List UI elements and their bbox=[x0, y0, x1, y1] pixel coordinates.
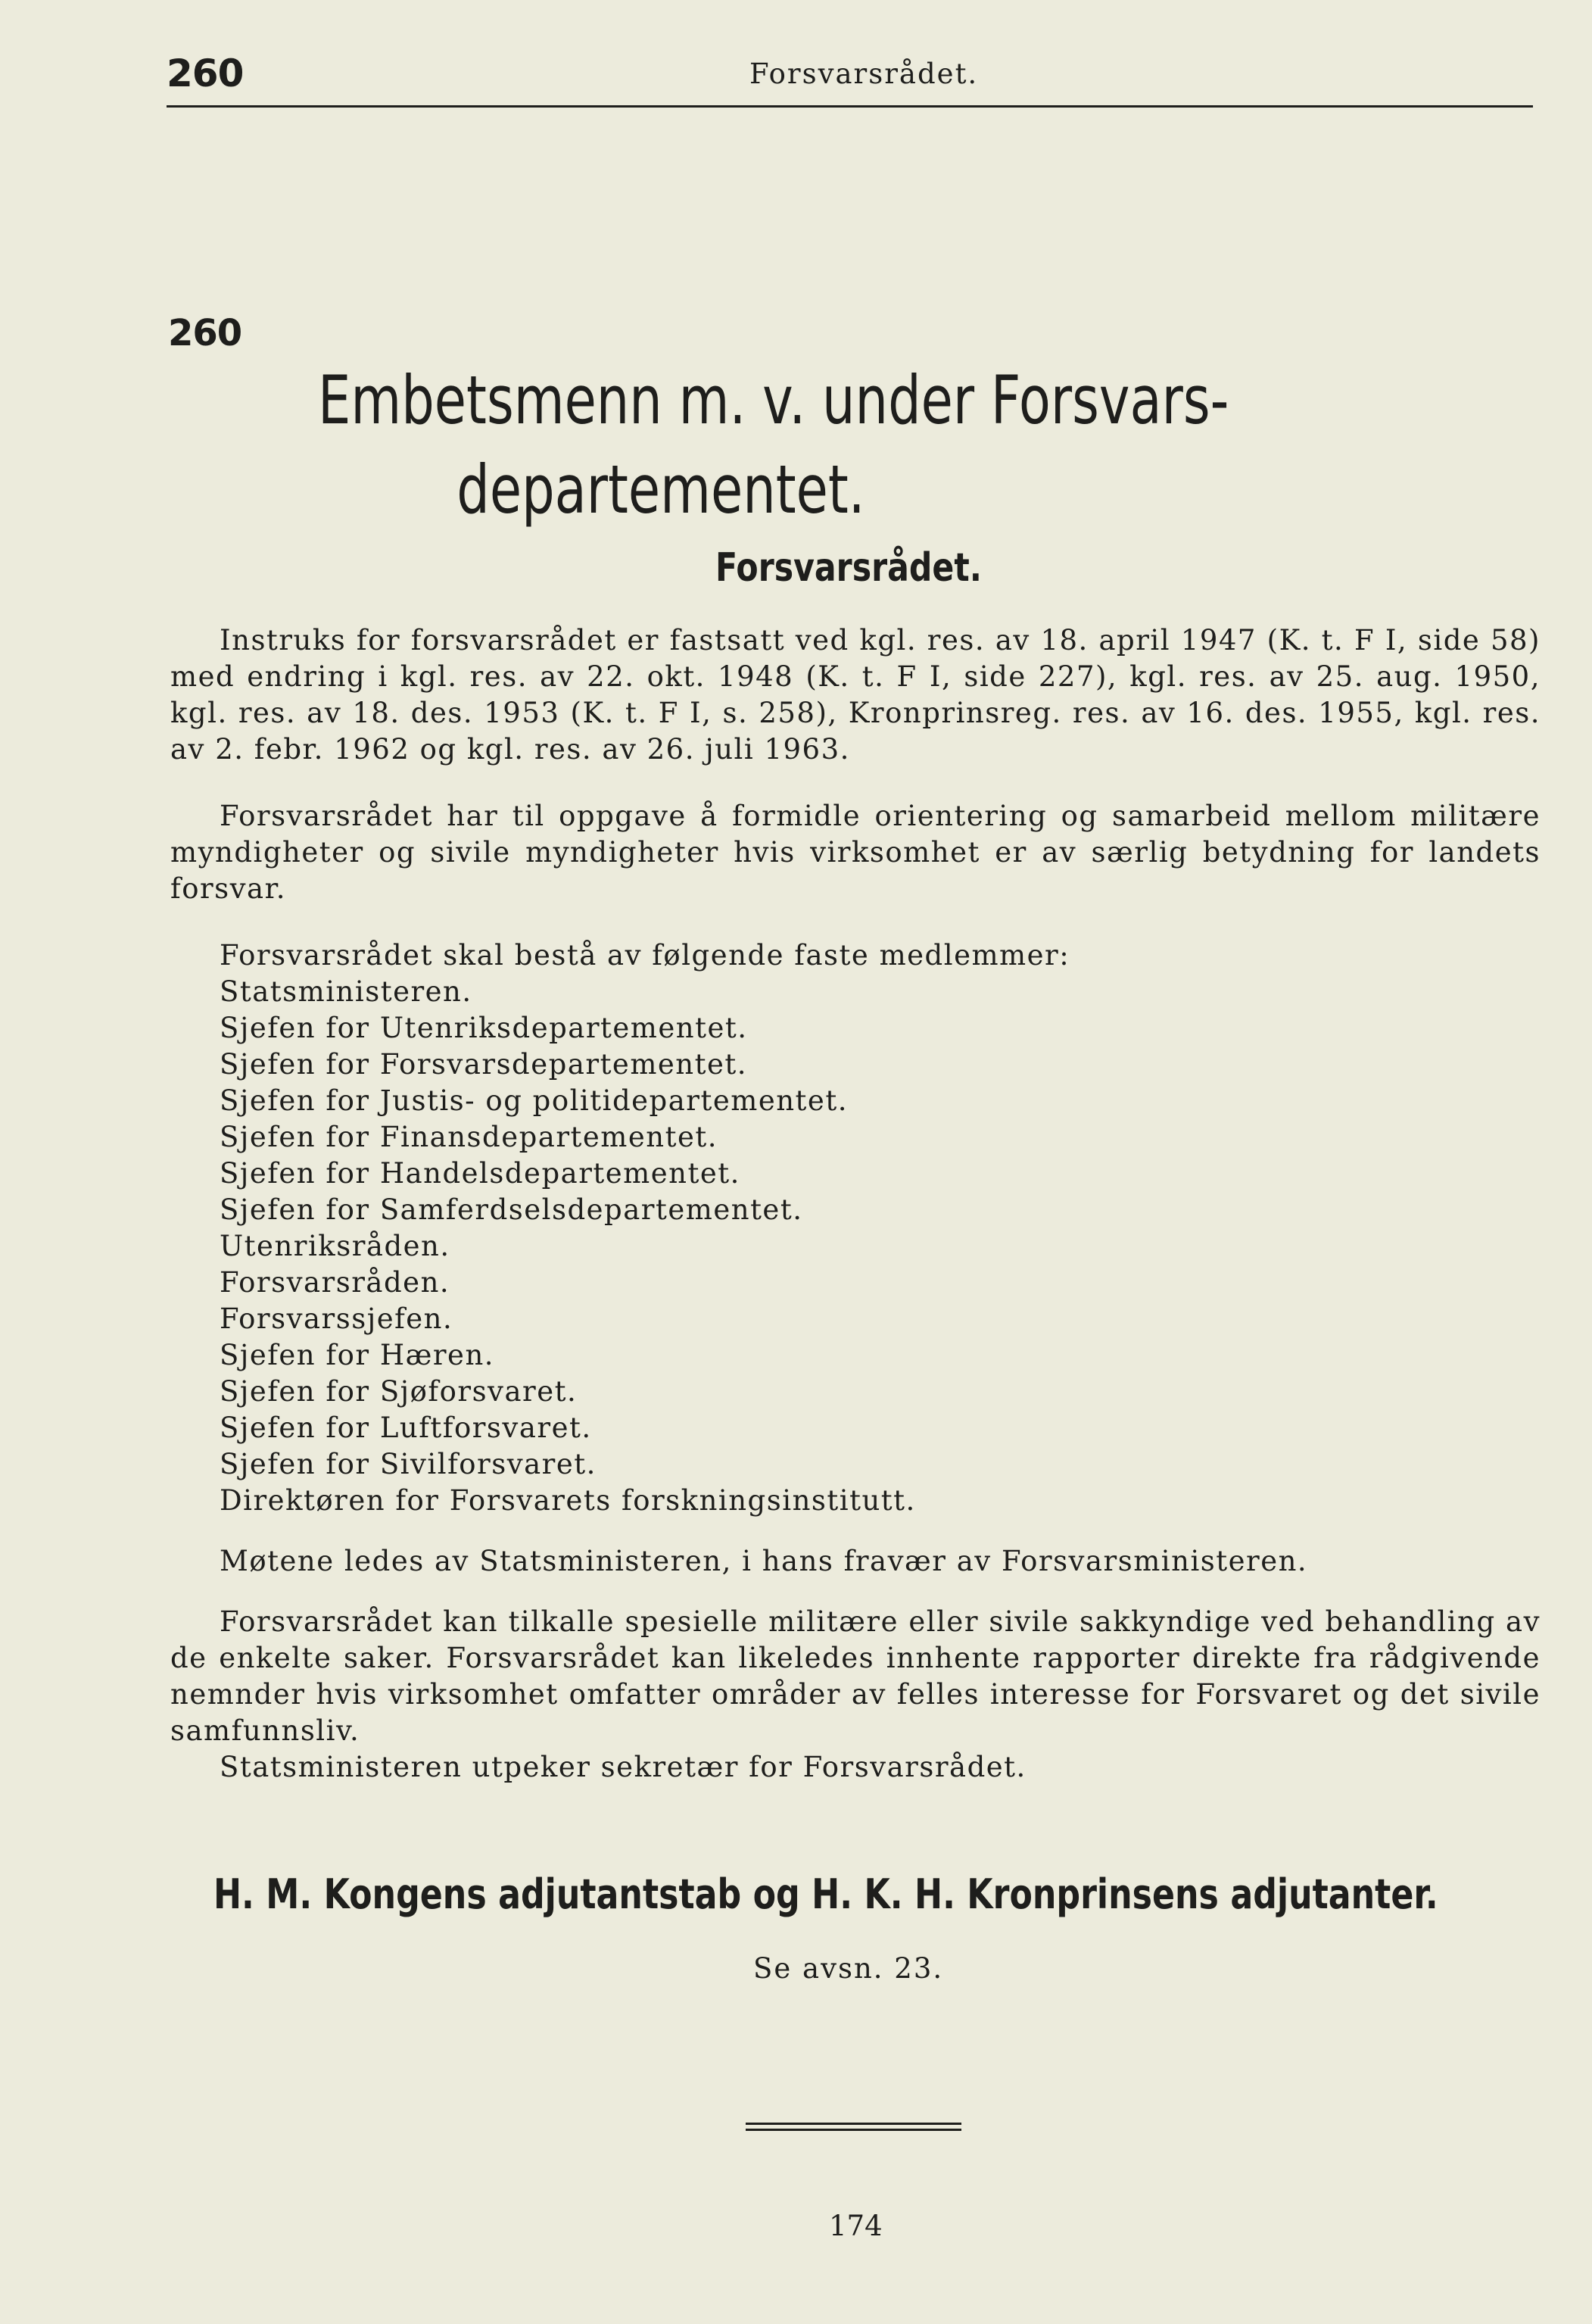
experts-paragraph: Forsvarsrådet kan tilkalle spesielle militære eller sivile sakkyndige ved behandling av de enkelte saker. Forsvarsrådet kan likeledes innhente rapporter direkte fra rådgivende nemnder hvis virksomhet omfatter områder av felles interesse for Forsvaret og det sivile samfunnsliv. bbox=[170, 1605, 1541, 1747]
cross-reference: Se avsn. 23. bbox=[753, 1952, 944, 1985]
running-title: Forsvarsrådet. bbox=[749, 58, 979, 90]
section-subtitle: Forsvarsrådet. bbox=[715, 545, 982, 591]
list-item: Sjefen for Utenriksdepartementet. bbox=[220, 1012, 748, 1044]
section-title bbox=[318, 356, 1263, 535]
list-item: Sjefen for Samferdselsdepartementet. bbox=[220, 1193, 803, 1226]
members-intro: Forsvarsrådet skal bestå av følgende faste medlemmer: bbox=[220, 939, 1070, 972]
list-item: Direktøren for Forsvarets forskningsinstitutt. bbox=[220, 1484, 916, 1517]
list-item: Statsministeren. bbox=[220, 975, 472, 1008]
list-item: Sjefen for Luftforsvaret. bbox=[220, 1412, 592, 1444]
list-item: Sjefen for Hæren. bbox=[220, 1339, 495, 1371]
section-title-line-1: Embetsmenn m. v. under Forsvars- bbox=[318, 361, 1229, 439]
folio-number: 174 bbox=[829, 2210, 883, 2242]
body-text bbox=[170, 622, 1541, 1786]
secretary-paragraph: Statsministeren utpeker sekretær for Forsvarsrådet. bbox=[220, 1751, 1027, 1783]
members-list bbox=[170, 974, 1541, 1519]
adjutant-heading: H. M. Kongens adjutantstab og H. K. H. Kronprinsens adjutanter. bbox=[213, 1870, 1438, 1918]
purpose-paragraph: Forsvarsrådet har til oppgave å formidle orientering og samarbeid mellom militære myndigheter og sivile myndigheter hvis virksomhet er av særlig betydning for landets forsvar. bbox=[170, 800, 1541, 905]
list-item: Forsvarsråden. bbox=[220, 1266, 450, 1299]
header-page-number: 260 bbox=[167, 51, 244, 95]
list-item: Sjefen for Handelsdepartementet. bbox=[220, 1157, 740, 1190]
list-item: Forsvarssjefen. bbox=[220, 1302, 453, 1335]
list-item: Sjefen for Forsvarsdepartementet. bbox=[220, 1048, 748, 1081]
list-item: Utenriksråden. bbox=[220, 1230, 450, 1262]
instruction-paragraph: Instruks for forsvarsrådet er fastsatt ved kgl. res. av 18. april 1947 (K. t. F I, side 58) med endring i kgl. res. av 22. okt. 1948 (K. t. F I, side 227), kgl. res. av 25. aug. 1950, kgl. res. av 18. des. 1953 (K. t. F I, s. 258), Kronprinsreg. res. av 16. des. 1955, kgl. res. av 2. febr. 1962 og kgl. res. av 26. juli 1963. bbox=[170, 624, 1541, 766]
section-number: 260 bbox=[168, 312, 242, 354]
list-item: Sjefen for Sjøforsvaret. bbox=[220, 1375, 578, 1408]
meetings-paragraph: Møtene ledes av Statsministeren, i hans fravær av Forsvarsministeren. bbox=[220, 1545, 1308, 1577]
list-item: Sjefen for Sivilforsvaret. bbox=[220, 1448, 597, 1480]
header-divider bbox=[167, 105, 1533, 108]
list-item: Sjefen for Finansdepartementet. bbox=[220, 1121, 718, 1153]
footer-divider bbox=[746, 2123, 961, 2131]
list-item: Sjefen for Justis- og politidepartementet. bbox=[220, 1084, 848, 1117]
section-title-line-2: departementet. bbox=[456, 451, 865, 529]
